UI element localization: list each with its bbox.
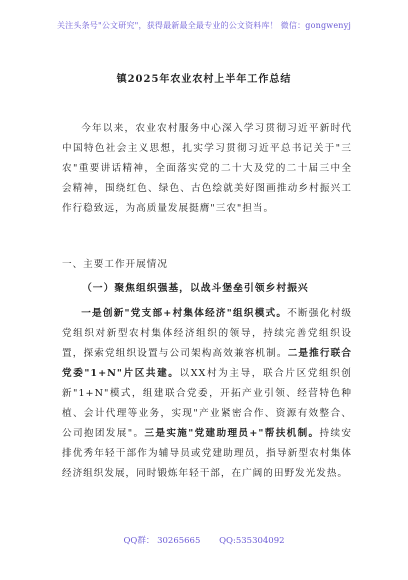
header-notice: 关注头条号"公文研究"，获得最新最全最专业的公文资料库！ 微信：gongwenyj <box>56 21 352 30</box>
point-three-text: 持续安排优秀年轻干部作为辅导员或党建助理员，指导新型农村集体经济组织发展，同时锻炼年轻干部，在广阔的田野发光发热。 <box>62 428 352 479</box>
main-paragraph <box>62 304 352 484</box>
footer-qq: QQ:535304092 <box>219 536 285 546</box>
sub-heading: （一）聚焦组织强基，以战斗堡垒引领乡村振兴 <box>82 283 309 294</box>
section-heading: 一、主要工作开展情况 <box>62 259 168 270</box>
intro-paragraph: 今年以来，农业农村服务中心深入学习贯彻习近平新时代中国特色社会主义思想，扎实学习贯彻习近平总书记关于"三农"重要讲话精神，全面落实党的二十大及党的二十届三中全会精神，围绕红色、绿色、古色绘就美好图画推动乡村振兴工作行稳致远，为高质量发展挺膺"三农"担当。 <box>62 123 352 214</box>
point-two-text: 以XX村为主导，联合片区党组织创新"1+N"模式，组建联合党委，开拓产业引领、经营特色种植、会计代理等业务，实现"产业紧密合作、资源有效整合、公司抱团发展"。 <box>62 368 352 439</box>
document-title: 镇2025年农业农村上半年工作总结 <box>116 74 292 85</box>
point-one-text: 不断强化村级党组织对新型农村集体经济组织的领导，持续完善党组织设置，探索党组织设置与公司架构高效兼容机制。 <box>62 308 353 359</box>
footer-contact <box>0 534 408 546</box>
point-three-heading: 三是实施"党建助理员+"帮扶机制。 <box>144 428 320 439</box>
point-two-heading: 二是推行联合党委"1+N"片区共建。 <box>62 348 353 379</box>
footer-qq-group: QQ群： 30265665 <box>123 536 201 546</box>
point-one-heading: 一是创新"党支部+村集体经济"组织模式。 <box>81 308 288 319</box>
